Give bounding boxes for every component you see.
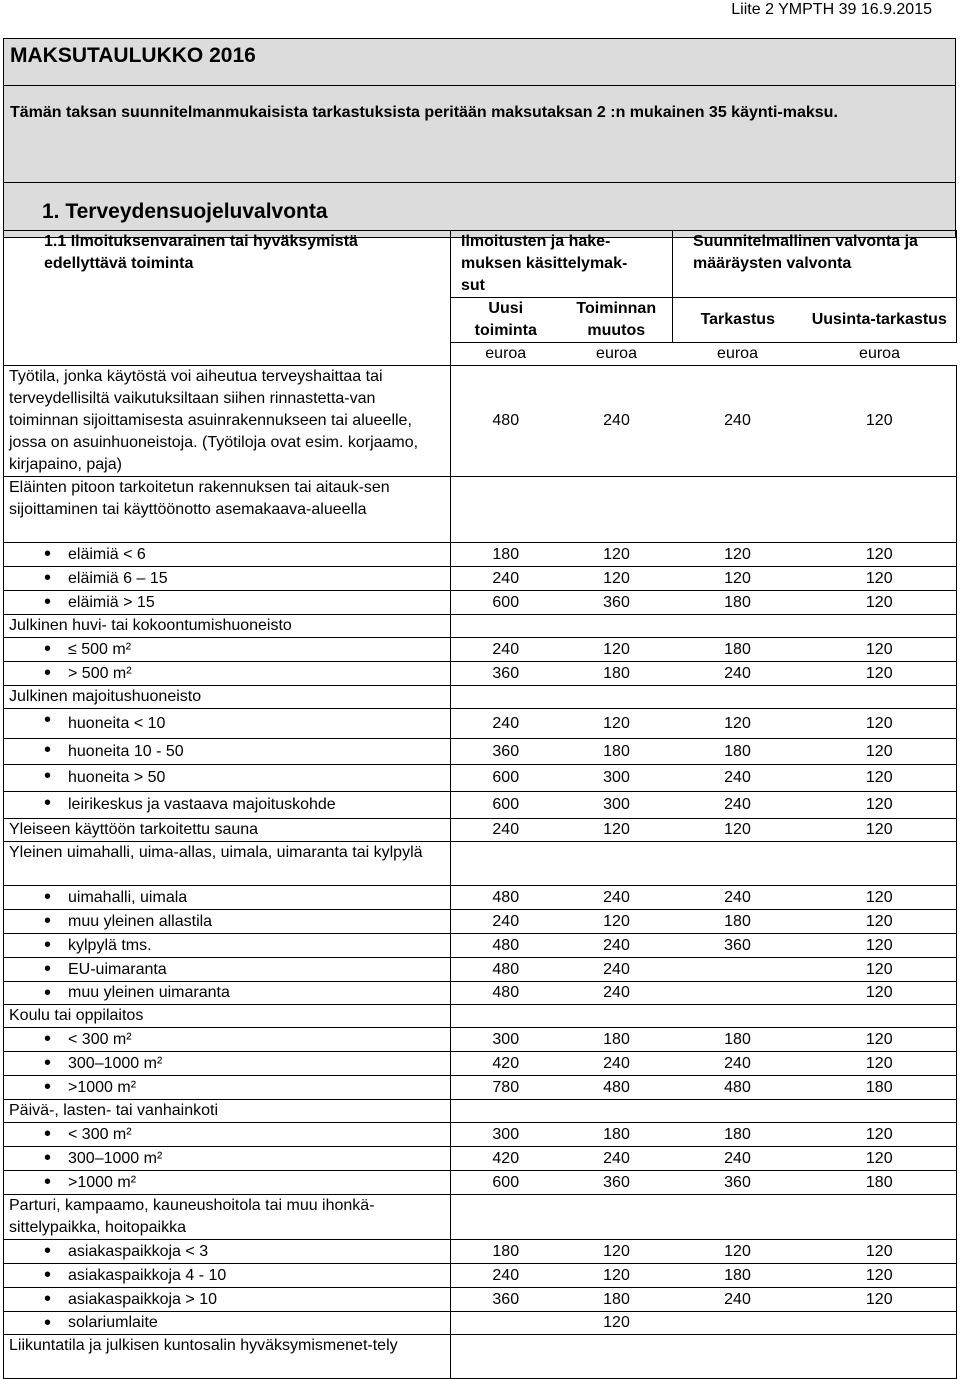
row-label [4, 792, 451, 819]
inspection-fee [673, 958, 803, 982]
reinspection-fee: 120 [803, 1240, 957, 1264]
change-fee: 120 [561, 819, 673, 842]
table-row [4, 366, 957, 477]
empty-cell [451, 1100, 957, 1123]
table-row [4, 1123, 957, 1147]
change-fee: 120 [561, 543, 673, 567]
row-label-text: eläimiä 6 – 15 [68, 569, 168, 587]
change-fee: 120 [561, 1312, 673, 1335]
new-activity-fee [451, 1312, 561, 1335]
group-label: Parturi, kampaamo, kauneushoitola tai muu ihonkä-sittelypaikka, hoitopaikka [4, 1195, 451, 1240]
group-row [4, 1005, 957, 1028]
table-row [4, 662, 957, 686]
inspection-fee: 240 [673, 886, 803, 910]
inspection-fee: 180 [673, 638, 803, 662]
group-row [4, 1100, 957, 1123]
row-label [4, 958, 451, 982]
section-title: 1. Terveydensuojeluvalvonta [4, 183, 956, 238]
inspection-fee: 180 [673, 910, 803, 934]
new-activity-fee: 180 [451, 543, 561, 567]
empty-cell [451, 1005, 957, 1028]
reinspection-fee: 120 [803, 543, 957, 567]
inspection-fee [673, 982, 803, 1005]
row-label-text: kylpylä tms. [68, 936, 152, 954]
row-label [4, 765, 451, 792]
new-activity-fee: 420 [451, 1147, 561, 1171]
row-label [4, 1028, 451, 1052]
unit-label: euroa [451, 343, 561, 366]
reinspection-fee: 120 [803, 910, 957, 934]
row-label-text: > 500 m² [68, 664, 132, 682]
new-activity-fee: 240 [451, 1264, 561, 1288]
reinspection-fee: 120 [803, 1052, 957, 1076]
change-fee: 240 [561, 982, 673, 1005]
new-activity-fee: 240 [451, 567, 561, 591]
new-activity-fee: 780 [451, 1076, 561, 1100]
table-row [4, 934, 957, 958]
row-label [4, 543, 451, 567]
inspection-fee: 180 [673, 1123, 803, 1147]
row-label-text: EU-uimaranta [68, 960, 167, 978]
change-fee: 480 [561, 1076, 673, 1100]
inspection-fee: 240 [673, 662, 803, 686]
table-row [4, 1288, 957, 1312]
row-label [4, 739, 451, 765]
reinspection-fee: 120 [803, 1028, 957, 1052]
change-fee: 180 [561, 1123, 673, 1147]
row-label-text: leirikeskus ja vastaava majoituskohde [68, 796, 336, 813]
row-label-text: muu yleinen allastila [68, 912, 213, 930]
group-row [4, 842, 957, 886]
table-row [4, 1240, 957, 1264]
new-activity-fee: 480 [451, 982, 561, 1005]
group-label: Päivä-, lasten- tai vanhainkoti [4, 1100, 451, 1123]
table-row [4, 567, 957, 591]
row-label [4, 1288, 451, 1312]
group-row [4, 615, 957, 638]
processing-fees-header: Ilmoitusten ja hake-muksen käsittelymak-sut [451, 231, 673, 298]
change-fee: 240 [561, 934, 673, 958]
change-fee: 240 [561, 1052, 673, 1076]
group-label: Julkinen huvi- tai kokoontumishuoneisto [4, 615, 451, 638]
activity-change-header: Toiminnan muutos [561, 298, 673, 343]
reinspection-fee: 180 [803, 1076, 957, 1100]
row-label-text: eläimiä < 6 [68, 545, 146, 563]
inspection-fee: 240 [673, 1147, 803, 1171]
group-row [4, 477, 957, 543]
activity-header: 1.1 Ilmoituksenvarainen tai hyväksymistä edellyttävä toiminta [4, 231, 451, 366]
inspection-fee: 120 [673, 567, 803, 591]
group-row [4, 1195, 957, 1240]
new-activity-fee: 360 [451, 739, 561, 765]
new-activity-fee: 420 [451, 1052, 561, 1076]
unit-label: euroa [673, 343, 803, 366]
reinspection-fee: 120 [803, 1288, 957, 1312]
empty-cell [451, 477, 957, 543]
row-label-text: asiakaspaikkoja 4 - 10 [68, 1266, 227, 1284]
new-activity-fee: 360 [451, 1288, 561, 1312]
reinspection-fee [803, 1312, 957, 1335]
document-reference: Liite 2 YMPTH 39 16.9.2015 [731, 1, 932, 18]
new-activity-fee: 600 [451, 792, 561, 819]
inspection-fee [673, 1312, 803, 1335]
row-label [4, 709, 451, 739]
row-label [4, 638, 451, 662]
change-fee: 180 [561, 739, 673, 765]
inspection-fee: 240 [673, 366, 803, 477]
row-label-text: 300–1000 m² [68, 1149, 163, 1167]
change-fee: 180 [561, 1028, 673, 1052]
new-activity-fee: 240 [451, 819, 561, 842]
intro-text: Tämän taksan suunnitelmanmukaisista tarkastuksista peritään maksutaksan 2 :n mukainen 35 käynti-maksu. [4, 86, 956, 183]
row-label-text: < 300 m² [68, 1030, 132, 1048]
reinspection-fee: 120 [803, 958, 957, 982]
empty-cell [451, 1195, 957, 1240]
change-fee: 180 [561, 662, 673, 686]
empty-cell [451, 615, 957, 638]
row-label [4, 1171, 451, 1195]
unit-label: euroa [803, 343, 957, 366]
change-fee: 240 [561, 958, 673, 982]
reinspection-fee: 120 [803, 366, 957, 477]
row-label [4, 567, 451, 591]
table-row [4, 765, 957, 792]
control-header: Suunnitelmallinen valvonta ja määräysten valvonta [673, 231, 957, 298]
new-activity-fee: 600 [451, 765, 561, 792]
reinspection-fee: 120 [803, 1147, 957, 1171]
reinspection-fee: 120 [803, 1123, 957, 1147]
table-row [4, 910, 957, 934]
table-row [4, 543, 957, 567]
row-label [4, 1312, 451, 1335]
row-label-text: huoneita < 10 [68, 714, 166, 732]
row-label [4, 1076, 451, 1100]
new-activity-fee: 480 [451, 886, 561, 910]
reinspection-fee: 120 [803, 792, 957, 819]
table-row [4, 819, 957, 842]
table-row [4, 958, 957, 982]
table-row [4, 591, 957, 615]
group-label: Eläinten pitoon tarkoitetun rakennuksen tai aitauk-sen sijoittaminen tai käyttöönotto asemakaava-alueella [4, 477, 451, 543]
table-row [4, 1076, 957, 1100]
row-label [4, 910, 451, 934]
inspection-fee: 240 [673, 765, 803, 792]
group-row [4, 1335, 957, 1379]
change-fee: 300 [561, 792, 673, 819]
empty-cell [451, 842, 957, 886]
row-label-text: asiakaspaikkoja < 3 [68, 1242, 209, 1260]
row-label [4, 1240, 451, 1264]
group-label: Koulu tai oppilaitos [4, 1005, 451, 1028]
change-fee: 240 [561, 886, 673, 910]
inspection-fee: 480 [673, 1076, 803, 1100]
fee-table [3, 230, 957, 1379]
row-label [4, 886, 451, 910]
row-label-text: ≤ 500 m² [68, 640, 132, 658]
row-label-text: 300–1000 m² [68, 1054, 163, 1072]
row-label [4, 662, 451, 686]
change-fee: 120 [561, 638, 673, 662]
title-block [3, 38, 956, 238]
new-activity-fee: 300 [451, 1028, 561, 1052]
empty-cell [451, 1335, 957, 1379]
reinspection-fee: 120 [803, 1264, 957, 1288]
row-label [4, 982, 451, 1005]
row-label [4, 1123, 451, 1147]
reinspection-fee: 120 [803, 765, 957, 792]
reinspection-fee: 120 [803, 982, 957, 1005]
reinspection-fee: 120 [803, 638, 957, 662]
inspection-fee: 120 [673, 543, 803, 567]
new-activity-fee: 180 [451, 1240, 561, 1264]
inspection-fee: 180 [673, 739, 803, 765]
group-label: Julkinen majoitushuoneisto [4, 686, 451, 709]
new-activity-fee: 360 [451, 662, 561, 686]
change-fee: 120 [561, 1240, 673, 1264]
row-label-text: muu yleinen uimaranta [68, 984, 230, 1001]
change-fee: 120 [561, 567, 673, 591]
group-label: Liikuntatila ja julkisen kuntosalin hyväksymismenet-tely [4, 1335, 451, 1379]
row-label [4, 591, 451, 615]
new-activity-fee: 300 [451, 1123, 561, 1147]
reinspection-fee: 120 [803, 662, 957, 686]
table-row [4, 1312, 957, 1335]
row-label [4, 1147, 451, 1171]
row-label: Yleiseen käyttöön tarkoitettu sauna [4, 819, 451, 842]
row-label-text: < 300 m² [68, 1125, 132, 1143]
table-row [4, 886, 957, 910]
change-fee: 300 [561, 765, 673, 792]
table-row [4, 1147, 957, 1171]
inspection-fee: 240 [673, 1052, 803, 1076]
row-label-text: huoneita > 50 [68, 769, 166, 786]
inspection-fee: 180 [673, 591, 803, 615]
table-row [4, 638, 957, 662]
inspection-fee: 180 [673, 1264, 803, 1288]
inspection-fee: 180 [673, 1028, 803, 1052]
new-activity-fee: 600 [451, 1171, 561, 1195]
row-label [4, 1052, 451, 1076]
group-label: Yleinen uimahalli, uima-allas, uimala, uimaranta tai kylpylä [4, 842, 451, 886]
new-activity-fee: 480 [451, 366, 561, 477]
row-label [4, 1264, 451, 1288]
row-label-text: >1000 m² [68, 1173, 137, 1191]
table-row [4, 1171, 957, 1195]
new-activity-fee: 480 [451, 934, 561, 958]
inspection-fee: 120 [673, 709, 803, 739]
change-fee: 120 [561, 910, 673, 934]
reinspection-fee: 120 [803, 819, 957, 842]
new-activity-fee: 600 [451, 591, 561, 615]
document-title: MAKSUTAULUKKO 2016 [4, 39, 956, 86]
row-label-text: >1000 m² [68, 1078, 137, 1096]
inspection-fee: 360 [673, 1171, 803, 1195]
row-label-text: huoneita 10 - 50 [68, 742, 184, 760]
new-activity-header: Uusi toiminta [451, 298, 561, 343]
change-fee: 360 [561, 1171, 673, 1195]
empty-cell [451, 686, 957, 709]
row-label-text: asiakaspaikkoja > 10 [68, 1290, 217, 1308]
inspection-header: Tarkastus [673, 298, 803, 343]
change-fee: 180 [561, 1288, 673, 1312]
row-label [4, 934, 451, 958]
group-row [4, 686, 957, 709]
inspection-fee: 120 [673, 1240, 803, 1264]
new-activity-fee: 240 [451, 910, 561, 934]
change-fee: 120 [561, 709, 673, 739]
reinspection-header: Uusinta-tarkastus [803, 298, 957, 343]
inspection-fee: 360 [673, 934, 803, 958]
reinspection-fee: 120 [803, 886, 957, 910]
new-activity-fee: 240 [451, 709, 561, 739]
reinspection-fee: 120 [803, 739, 957, 765]
row-label-text: uimahalli, uimala [68, 888, 188, 906]
change-fee: 240 [561, 366, 673, 477]
reinspection-fee: 180 [803, 1171, 957, 1195]
new-activity-fee: 240 [451, 638, 561, 662]
inspection-fee: 120 [673, 819, 803, 842]
change-fee: 240 [561, 1147, 673, 1171]
reinspection-fee: 120 [803, 591, 957, 615]
table-row [4, 739, 957, 765]
table-row [4, 982, 957, 1005]
reinspection-fee: 120 [803, 934, 957, 958]
change-fee: 360 [561, 591, 673, 615]
table-row [4, 1264, 957, 1288]
row-label-text: eläimiä > 15 [68, 593, 155, 611]
table-row [4, 1052, 957, 1076]
inspection-fee: 240 [673, 792, 803, 819]
reinspection-fee: 120 [803, 709, 957, 739]
table-row [4, 792, 957, 819]
new-activity-fee: 480 [451, 958, 561, 982]
table-row [4, 1028, 957, 1052]
reinspection-fee: 120 [803, 567, 957, 591]
unit-label: euroa [561, 343, 673, 366]
row-label: Työtila, jonka käytöstä voi aiheutua terveyshaittaa tai terveydellisiltä vaikutuksiltaan siihen rinnastetta-van toiminnan sijoittamisesta asuinrakennukseen tai alueelle, jossa on asuinhuoneistoja. (Työtiloja ovat esim. korjaamo, kirjapaino, paja) [4, 366, 451, 477]
row-label-text: solariumlaite [68, 1314, 158, 1331]
inspection-fee: 240 [673, 1288, 803, 1312]
change-fee: 120 [561, 1264, 673, 1288]
table-row [4, 709, 957, 739]
